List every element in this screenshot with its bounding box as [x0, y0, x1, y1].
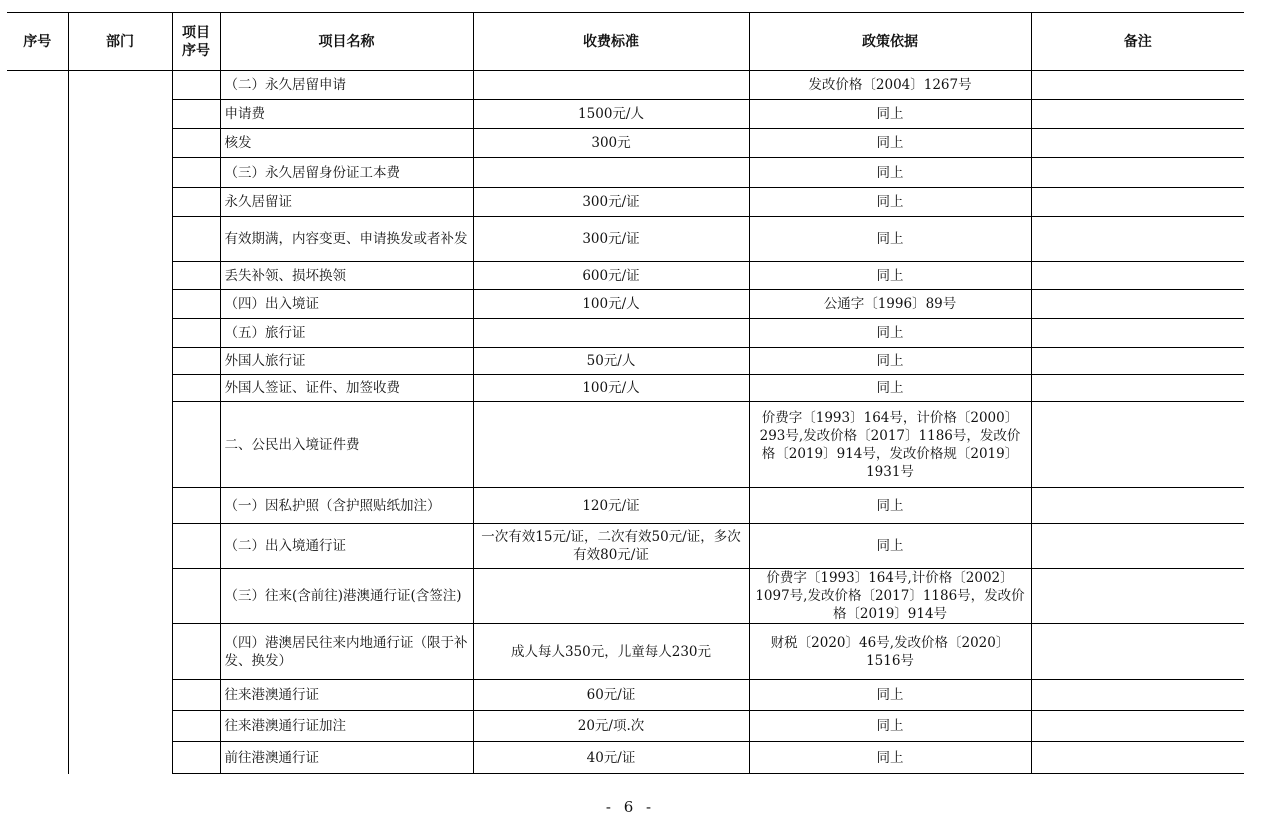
item-seq-cell [172, 742, 220, 774]
item-name-cell: （五）旅行证 [220, 319, 473, 348]
item-seq-cell [172, 569, 220, 624]
item-seq-cell [172, 488, 220, 524]
remark-cell [1031, 680, 1244, 711]
item-name-cell: 外国人旅行证 [220, 348, 473, 375]
policy-basis-cell: 同上 [749, 680, 1031, 711]
policy-basis-cell: 同上 [749, 262, 1031, 290]
item-name-cell: 前往港澳通行证 [220, 742, 473, 774]
item-seq-cell [172, 348, 220, 375]
table-row [7, 624, 1244, 680]
policy-basis-cell: 财税〔2020〕46号,发改价格〔2020〕1516号 [749, 624, 1031, 680]
remark-cell [1031, 402, 1244, 488]
item-name-cell: （四）港澳居民往来内地通行证（限于补发、换发） [220, 624, 473, 680]
remark-cell [1031, 348, 1244, 375]
item-name-cell: 往来港澳通行证加注 [220, 711, 473, 742]
item-seq-cell [172, 71, 220, 100]
policy-basis-cell: 同上 [749, 488, 1031, 524]
table-row [7, 262, 1244, 290]
item-name-cell: 有效期满，内容变更、申请换发或者补发 [220, 217, 473, 262]
table-row [7, 375, 1244, 402]
fee-standard-cell: 100元/人 [473, 375, 749, 402]
item-name-cell: （四）出入境证 [220, 290, 473, 319]
remark-cell [1031, 217, 1244, 262]
fee-standard-cell: 一次有效15元/证，二次有效50元/证，多次有效80元/证 [473, 524, 749, 569]
header-item-seq-line2: 序号 [182, 42, 210, 59]
item-name-cell: （二）出入境通行证 [220, 524, 473, 569]
fee-standard-cell: 50元/人 [473, 348, 749, 375]
fee-standard-cell: 20元/项.次 [473, 711, 749, 742]
item-seq-cell [172, 624, 220, 680]
header-policy: 政策依据 [749, 13, 1031, 71]
policy-basis-cell: 同上 [749, 375, 1031, 402]
item-seq-cell [172, 319, 220, 348]
header-remark: 备注 [1031, 13, 1244, 71]
policy-basis-cell: 同上 [749, 158, 1031, 188]
fee-standard-cell: 300元 [473, 129, 749, 158]
fee-standard-cell [473, 402, 749, 488]
table-row [7, 319, 1244, 348]
policy-basis-cell: 同上 [749, 524, 1031, 569]
remark-cell [1031, 375, 1244, 402]
policy-basis-cell: 价费字〔1993〕164号，计价格〔2000〕293号,发改价格〔2017〕1186号，发改价格〔2019〕914号，发改价格规〔2019〕1931号 [749, 402, 1031, 488]
remark-cell [1031, 188, 1244, 217]
remark-cell [1031, 742, 1244, 774]
fee-standard-cell: 300元/证 [473, 217, 749, 262]
header-name: 项目名称 [220, 13, 473, 71]
policy-basis-cell: 同上 [749, 742, 1031, 774]
item-seq-cell [172, 188, 220, 217]
policy-basis-cell: 价费字〔1993〕164号,计价格〔2002〕1097号,发改价格〔2017〕1186号，发改价格〔2019〕914号 [749, 569, 1031, 624]
fee-standard-cell: 120元/证 [473, 488, 749, 524]
item-name-cell: 申请费 [220, 100, 473, 129]
fee-table-body [7, 71, 1244, 774]
item-name-cell: （二）永久居留申请 [220, 71, 473, 100]
fee-standard-cell: 300元/证 [473, 188, 749, 217]
table-row [7, 742, 1244, 774]
table-row [7, 158, 1244, 188]
header-item-seq-line1: 项目 [182, 24, 210, 41]
item-name-cell: 丢失补领、损坏换领 [220, 262, 473, 290]
table-row [7, 217, 1244, 262]
fee-standard-cell [473, 319, 749, 348]
item-name-cell: （三）永久居留身份证工本费 [220, 158, 473, 188]
remark-cell [1031, 524, 1244, 569]
item-seq-cell [172, 100, 220, 129]
policy-basis-cell: 同上 [749, 188, 1031, 217]
policy-basis-cell: 公通字〔1996〕89号 [749, 290, 1031, 319]
remark-cell [1031, 711, 1244, 742]
item-seq-cell [172, 262, 220, 290]
header-item-seq [172, 13, 220, 71]
table-row [7, 524, 1244, 569]
table-row [7, 680, 1244, 711]
remark-cell [1031, 319, 1244, 348]
item-seq-cell [172, 680, 220, 711]
fee-standard-cell: 600元/证 [473, 262, 749, 290]
remark-cell [1031, 624, 1244, 680]
header-standard: 收费标准 [473, 13, 749, 71]
item-seq-cell [172, 375, 220, 402]
item-name-cell: 往来港澳通行证 [220, 680, 473, 711]
remark-cell [1031, 569, 1244, 624]
fee-standard-cell [473, 71, 749, 100]
policy-basis-cell: 同上 [749, 711, 1031, 742]
page-number: - 6 - [605, 798, 656, 816]
item-seq-cell [172, 402, 220, 488]
remark-cell [1031, 71, 1244, 100]
item-name-cell: 外国人签证、证件、加签收费 [220, 375, 473, 402]
item-name-cell: （一）因私护照（含护照贴纸加注） [220, 488, 473, 524]
policy-basis-cell: 同上 [749, 348, 1031, 375]
fee-standard-cell: 100元/人 [473, 290, 749, 319]
item-seq-cell [172, 524, 220, 569]
fee-standard-cell: 成人每人350元，儿童每人230元 [473, 624, 749, 680]
policy-basis-cell: 同上 [749, 100, 1031, 129]
header-seq: 序号 [7, 13, 68, 71]
item-name-cell: 永久居留证 [220, 188, 473, 217]
fee-standard-cell: 60元/证 [473, 680, 749, 711]
item-seq-cell [172, 217, 220, 262]
dept-cell [68, 71, 172, 774]
item-seq-cell [172, 711, 220, 742]
seq-cell [7, 71, 68, 774]
item-name-cell: 核发 [220, 129, 473, 158]
remark-cell [1031, 129, 1244, 158]
table-row [7, 348, 1244, 375]
remark-cell [1031, 488, 1244, 524]
table-row [7, 100, 1244, 129]
policy-basis-cell: 同上 [749, 319, 1031, 348]
table-row [7, 290, 1244, 319]
fee-standard-cell: 1500元/人 [473, 100, 749, 129]
header-row [7, 13, 1244, 71]
policy-basis-cell: 同上 [749, 129, 1031, 158]
table-row [7, 488, 1244, 524]
remark-cell [1031, 262, 1244, 290]
table-row [7, 129, 1244, 158]
remark-cell [1031, 158, 1244, 188]
item-seq-cell [172, 158, 220, 188]
fee-standard-cell [473, 158, 749, 188]
item-name-cell: 二、公民出入境证件费 [220, 402, 473, 488]
policy-basis-cell: 同上 [749, 217, 1031, 262]
fee-standard-cell: 40元/证 [473, 742, 749, 774]
remark-cell [1031, 290, 1244, 319]
item-seq-cell [172, 290, 220, 319]
fee-standard-cell [473, 569, 749, 624]
header-dept: 部门 [68, 13, 172, 71]
policy-basis-cell: 发改价格〔2004〕1267号 [749, 71, 1031, 100]
table-row [7, 569, 1244, 624]
table-row [7, 188, 1244, 217]
item-name-cell: （三）往来(含前往)港澳通行证(含签注) [220, 569, 473, 624]
remark-cell [1031, 100, 1244, 129]
item-seq-cell [172, 129, 220, 158]
table-row [7, 71, 1244, 100]
table-row [7, 402, 1244, 488]
table-row [7, 711, 1244, 742]
fee-table [7, 12, 1244, 774]
